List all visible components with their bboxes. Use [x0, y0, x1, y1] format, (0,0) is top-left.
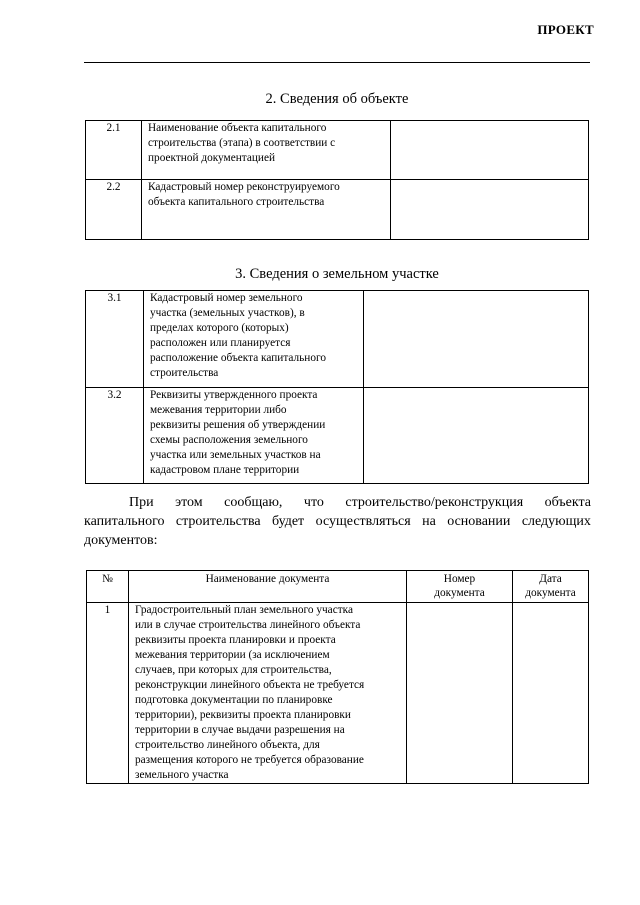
word: на — [422, 514, 436, 529]
doc-line: территории в случае выдачи разрешения на — [135, 724, 345, 736]
label-line: расположение объекта капитального — [150, 352, 326, 364]
doc-line: случаев, при которых для строительства, — [135, 664, 332, 676]
label-line: межевания территории либо — [150, 404, 287, 416]
label-line: строительства — [150, 367, 219, 379]
object-info-table — [85, 120, 589, 240]
label-line: пределах которого (которых) — [150, 322, 289, 334]
object-name-value[interactable] — [391, 121, 589, 180]
paragraph-line — [84, 493, 591, 512]
doc-line: строительство линейного объекта, для — [135, 739, 320, 751]
label-line: схемы расположения земельного — [150, 434, 308, 446]
paragraph-line: документов: — [84, 533, 158, 548]
word: что — [303, 495, 324, 510]
survey-project-value[interactable] — [364, 388, 589, 484]
documents-table — [86, 570, 589, 784]
row-number: 1 — [87, 603, 129, 784]
land-plot-table — [85, 290, 589, 484]
label-line: объекта капитального строительства — [148, 196, 325, 208]
section-2-title: 2. Сведения об объекте — [265, 91, 409, 107]
word: капитального — [84, 514, 165, 529]
row-number: 3.1 — [86, 291, 144, 388]
header-line: Дата — [539, 573, 562, 585]
table-row — [87, 603, 589, 784]
row-number: 2.1 — [86, 121, 142, 180]
label-line: Реквизиты утвержденного проекта — [150, 389, 318, 401]
word: следующих — [521, 514, 591, 529]
doc-line: или в случае строительства линейного объекта — [135, 619, 361, 631]
row-number: 2.2 — [86, 180, 142, 240]
word: объекта — [544, 495, 591, 510]
label-line: участка или земельных участков на — [150, 449, 321, 461]
doc-line: реконструкции линейного объекта не требуется — [135, 679, 365, 691]
header-line: документа — [525, 587, 576, 599]
doc-line: земельного участка — [135, 769, 229, 781]
doc-line: межевания территории (за исключением — [135, 649, 330, 661]
label-line: реквизиты решения об утверждении — [150, 419, 326, 431]
land-cadastral-number-value[interactable] — [364, 291, 589, 388]
row-label — [144, 388, 364, 484]
label-line: Кадастровый номер земельного — [150, 292, 303, 304]
document-name — [129, 603, 407, 784]
paragraph-line — [84, 512, 591, 531]
row-label — [144, 291, 364, 388]
col-header-name: Наименование документа — [129, 571, 407, 603]
col-header-number — [407, 571, 513, 603]
document-date-value[interactable] — [513, 603, 589, 784]
word: сообщаю, — [224, 495, 283, 510]
col-header-date — [513, 571, 589, 603]
doc-line: размещения которого не требуется образование — [135, 754, 364, 766]
word: строительства — [175, 514, 261, 529]
document-number-value[interactable] — [407, 603, 513, 784]
doc-line: Градостроительный план земельного участка — [135, 604, 353, 616]
header-line: Номер — [443, 573, 476, 585]
word: основании — [447, 514, 511, 529]
word: При — [129, 495, 154, 510]
label-line: Наименование объекта капитального — [148, 122, 327, 134]
table-header-row — [87, 571, 589, 603]
word: строительство/реконструкция — [345, 495, 524, 510]
doc-line: реквизиты проекта планировки и проекта — [135, 634, 336, 646]
header-line: документа — [434, 587, 485, 599]
doc-line: подготовка документации по планировке — [135, 694, 333, 706]
table-row — [86, 291, 589, 388]
doc-line: территории), реквизиты проекта планировки — [135, 709, 351, 721]
label-line: строительства (этапа) в соответствии с — [148, 137, 336, 149]
label-line: проектной документацией — [148, 152, 276, 164]
label-line: расположен или планируется — [150, 337, 291, 349]
label-line: кадастровом плане территории — [150, 464, 300, 476]
word: осуществляться — [315, 514, 411, 529]
documents-paragraph — [84, 493, 591, 550]
row-number: 3.2 — [86, 388, 144, 484]
table-row — [86, 180, 589, 240]
row-label — [142, 121, 391, 180]
word: будет — [272, 514, 305, 529]
draft-stamp: ПРОЕКТ — [537, 22, 594, 37]
col-header-num: № — [87, 571, 129, 603]
header-divider — [84, 62, 590, 63]
section-3-title: 3. Сведения о земельном участке — [235, 266, 439, 282]
label-line: участка (земельных участков), в — [150, 307, 305, 319]
row-label — [142, 180, 391, 240]
table-row — [86, 388, 589, 484]
cadastral-number-value[interactable] — [391, 180, 589, 240]
table-row — [86, 121, 589, 180]
label-line: Кадастровый номер реконструируемого — [148, 181, 340, 193]
word: этом — [175, 495, 203, 510]
